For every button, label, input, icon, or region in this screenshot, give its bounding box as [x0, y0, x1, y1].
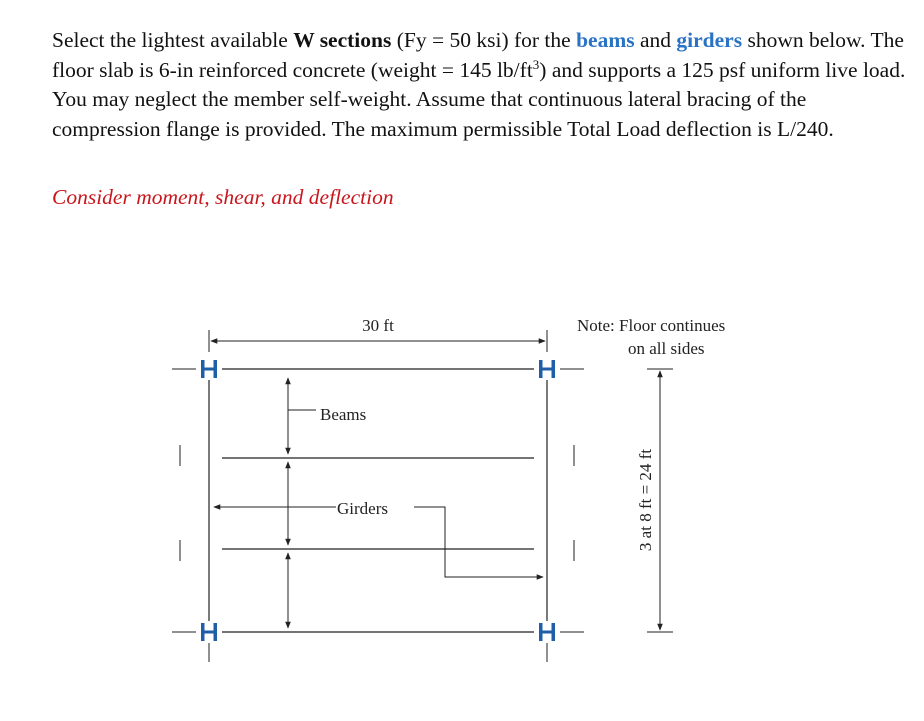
note-line-2: on all sides — [628, 339, 705, 358]
column-icon — [539, 623, 555, 641]
note-line-1: Note: Floor continues — [577, 316, 726, 335]
span-label: 30 ft — [362, 316, 394, 335]
beams-keyword: beams — [576, 28, 635, 52]
consider-note: Consider moment, shear, and deflection — [52, 185, 394, 209]
problem-statement: Select the lightest available W sections (Fy = 50 ksi) for the beams and girders shown below. The floor slab is 6-in reinforced concrete (weight = 145 $lb/ft^3$) and supports a 125 psf uniform live load. You may neglect the member self-weight. Assume that continuous lateral bracing of the compression flange is provided. The maximum permissible Total Load deflection is L/240. — [52, 28, 906, 141]
column-icon — [201, 623, 217, 641]
w-sections-bold: W sections — [293, 28, 392, 52]
beams-label: Beams — [320, 405, 367, 424]
column-icon — [539, 360, 555, 378]
span-dimension — [209, 316, 547, 352]
girders-label: Girders — [337, 499, 388, 518]
girders-keyword: girders — [676, 28, 743, 52]
bay-dimension-label: 3 at 8 ft = 24 ft — [636, 448, 655, 552]
column-icon — [201, 360, 217, 378]
